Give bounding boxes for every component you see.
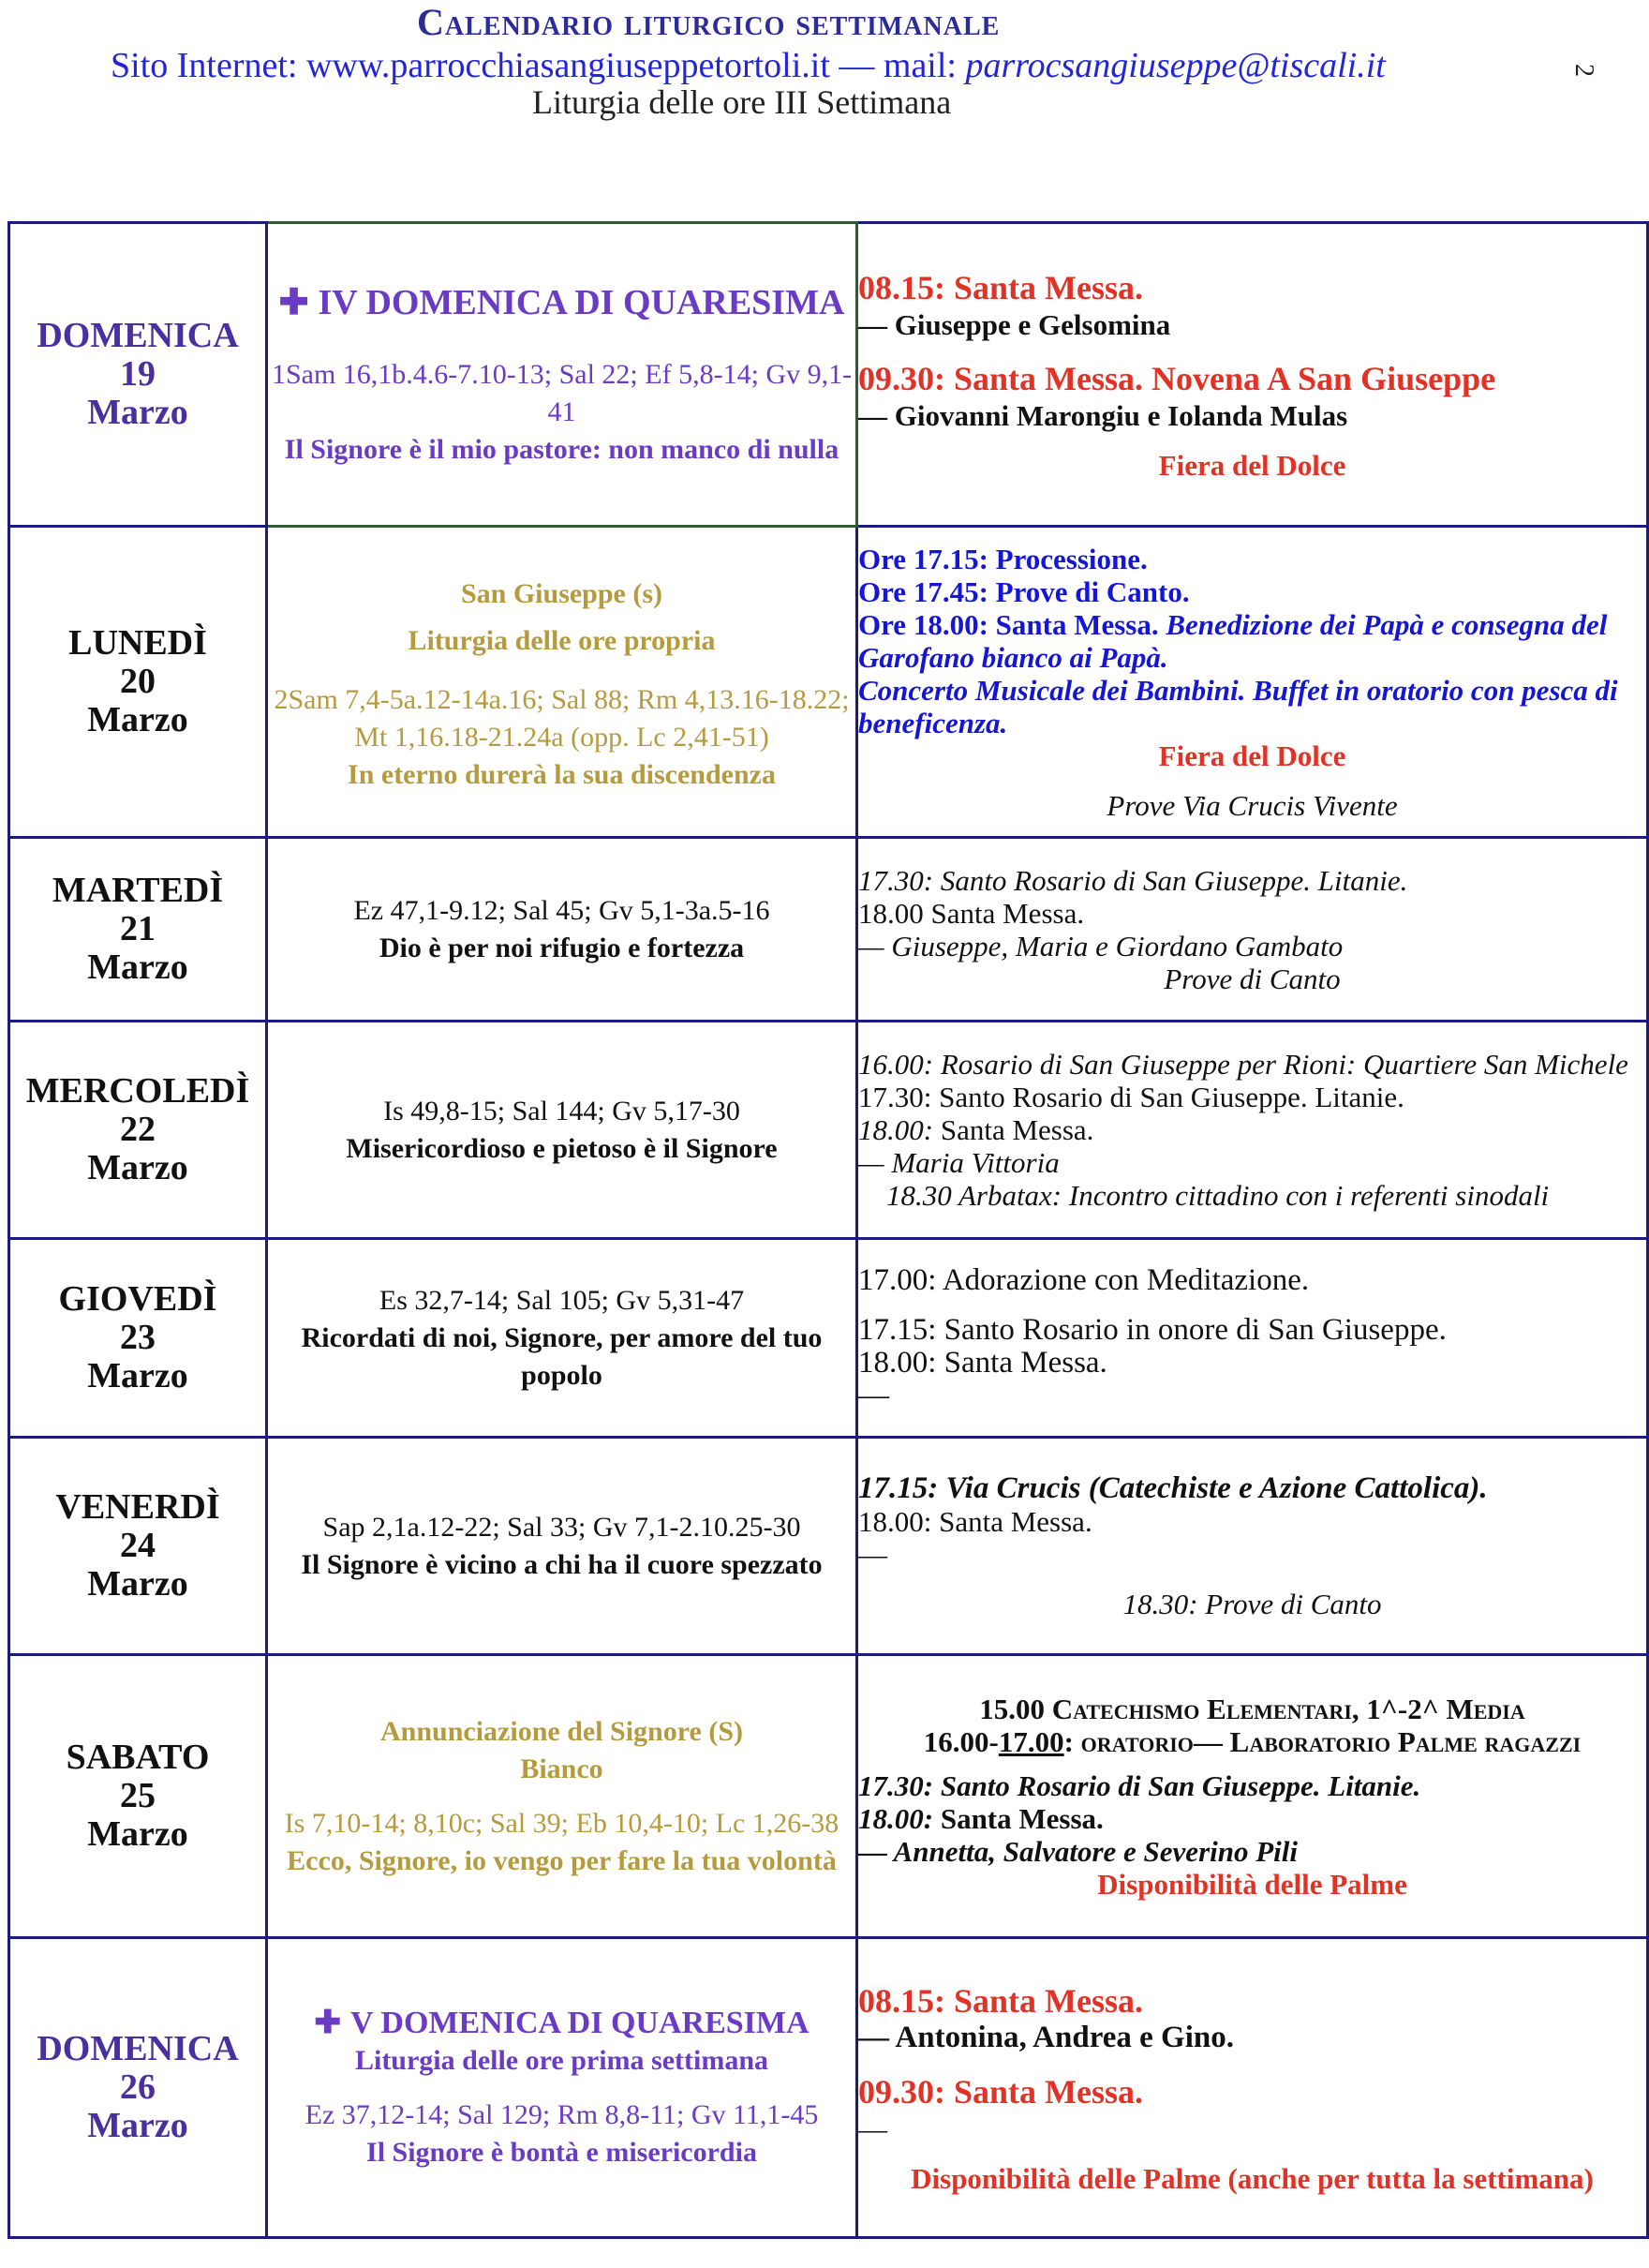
notes-cell (857, 1022, 1648, 1239)
day-cell (9, 1938, 267, 2238)
day-cell (9, 1655, 267, 1938)
day-month: Marzo (87, 947, 188, 987)
liturgy-psalm: Il Signore è vicino a chi ha il cuore spezzato (301, 1548, 823, 1580)
liturgy-psalm: Il Signore è bontà e misericordia (366, 2136, 757, 2168)
note-line: — Annetta, Salvatore e Severino Pili (858, 1834, 1299, 1868)
liturgy-readings: Is 49,8-15; Sal 144; Gv 5,17-30 (383, 1095, 740, 1127)
note-line: 08.15: Santa Messa. (858, 269, 1143, 306)
day-cell (9, 527, 267, 838)
site-url-text[interactable]: Sito Internet: www.parrocchiasangiuseppetortoli.it — mail: (111, 46, 966, 85)
day-cell (9, 1438, 267, 1655)
note-line: Disponibilità delle Palme (anche per tutta la settimana) (911, 2162, 1594, 2195)
notes-cell (857, 1938, 1648, 2238)
liturgy-psalm: In eterno durerà la sua discendenza (348, 758, 776, 790)
notes-cell (857, 1438, 1648, 1655)
note-line: 15.00 Catechismo Elementari, 1^-2^ Media (979, 1692, 1525, 1725)
note-line: 16.00: Rosario di San Giuseppe per Rioni: Quartiere San Michele (858, 1048, 1628, 1081)
day-number: 26 (120, 2067, 156, 2107)
day-name: DOMENICA (37, 316, 239, 355)
liturgy-cell (267, 223, 857, 527)
day-month: Marzo (87, 2106, 188, 2145)
liturgy-cell (267, 838, 857, 1022)
liturgy-readings: 2Sam 7,4-5a.12-14a.16; Sal 88; Rm 4,13.16-18.22; Mt 1,16.18-21.24a (opp. Lc 2,41-51) (274, 683, 850, 753)
page-title: Calendario liturgico settimanale (417, 1, 1001, 43)
day-number: 24 (120, 1526, 156, 1565)
liturgy-psalm: Ricordati di noi, Signore, per amore del tuo popolo (301, 1321, 823, 1391)
liturgy-cell (267, 527, 857, 838)
day-cell (9, 1022, 267, 1239)
liturgy-readings: Ez 47,1-9.12; Sal 45; Gv 5,1-3a.5-16 (353, 894, 770, 926)
day-cell (9, 1239, 267, 1438)
note-line: 17.15: Santo Rosario in onore di San Giuseppe. (858, 1312, 1447, 1347)
note-line: 18.00: Santa Messa. (858, 1504, 1092, 1538)
table-row (9, 838, 1648, 1022)
table-row (9, 1022, 1648, 1239)
note-line: — Giuseppe e Gelsomina (858, 308, 1171, 341)
liturgy-readings: Ez 37,12-14; Sal 129; Rm 8,8-11; Gv 11,1-45 (305, 2098, 819, 2130)
liturgy-psalm: Misericordioso e pietoso è il Signore (346, 1132, 778, 1164)
note-line: 17.00: Adorazione con Meditazione. (858, 1262, 1310, 1297)
table-row (9, 1938, 1648, 2238)
note-line: 18.30: Prove di Canto (1122, 1587, 1382, 1620)
liturgy-cell (267, 1239, 857, 1438)
note-line: — (858, 2112, 887, 2145)
liturgy-readings: Is 7,10-14; 8,10c; Sal 39; Eb 10,4-10; Lc 1,26-38 (284, 1807, 839, 1839)
notes-cell (857, 838, 1648, 1022)
cross-icon: ✚ (314, 2005, 341, 2040)
note-line: 09.30: Santa Messa. (858, 2073, 1143, 2111)
day-month: Marzo (87, 700, 188, 739)
day-cell (9, 838, 267, 1022)
note-line: Prove di Canto (1164, 962, 1341, 995)
note-line: 18.00: Santa Messa. (858, 1345, 1107, 1380)
liturgy-cell (267, 1938, 857, 2238)
note-line: Prove Via Crucis Vivente (1107, 788, 1398, 822)
day-month: Marzo (87, 393, 188, 432)
page-subtitle: Liturgia delle ore III Settimana (532, 83, 952, 121)
liturgy-title: ✚ V DOMENICA DI QUARESIMA (314, 2005, 810, 2040)
table-row (9, 223, 1648, 527)
day-name: VENERDÌ (55, 1487, 220, 1527)
liturgy-readings: 1Sam 16,1b.4.6-7.10-13; Sal 22; Ef 5,8-14; Gv 9,1-41 (271, 358, 853, 427)
day-number: 19 (120, 354, 156, 394)
liturgy-subtitle: Bianco (520, 1753, 603, 1784)
day-month: Marzo (87, 1814, 188, 1854)
day-name: MARTEDÌ (52, 871, 224, 910)
note-line: Ore 17.45: Prove di Canto. (858, 574, 1190, 608)
day-month: Marzo (87, 1148, 188, 1187)
notes-cell (857, 1655, 1648, 1938)
liturgy-cell (267, 1438, 857, 1655)
day-name: GIOVEDÌ (58, 1279, 217, 1319)
notes-cell (857, 223, 1648, 527)
note-line: — (858, 1378, 889, 1412)
note-line: 18.00: Santa Messa. (858, 1113, 1094, 1146)
day-name: DOMENICA (37, 2029, 239, 2068)
liturgy-psalm: Il Signore è il mio pastore: non manco di nulla (284, 433, 839, 465)
note-line: Fiera del Dolce (1158, 449, 1346, 482)
liturgy-psalm: Ecco, Signore, io vengo per fare la tua volontà (287, 1844, 837, 1876)
note-line: — Giovanni Marongiu e Iolanda Mulas (858, 399, 1348, 432)
note-line: 18.30 Arbatax: Incontro cittadino con i referenti sinodali (886, 1179, 1550, 1212)
table-row (9, 1655, 1648, 1938)
note-line: 09.30: Santa Messa. Novena A San Giuseppe (858, 360, 1496, 397)
table-row (9, 1239, 1648, 1438)
liturgy-readings: Sap 2,1a.12-22; Sal 33; Gv 7,1-2.10.25-30 (322, 1511, 801, 1543)
note-line: 17.30: Santo Rosario di San Giuseppe. Litanie. (858, 1081, 1404, 1113)
note-line: 16.00-17.00: oratorio— Laboratorio Palme ragazzi (923, 1724, 1582, 1758)
liturgy-subtitle: Liturgia delle ore propria (408, 624, 716, 656)
note-line: Disponibilità delle Palme (1097, 1867, 1407, 1901)
day-month: Marzo (87, 1356, 188, 1395)
notes-cell (857, 1239, 1648, 1438)
note-line: — (858, 1537, 887, 1571)
day-number: 20 (120, 662, 156, 701)
calendar-table (7, 221, 1649, 2239)
site-email[interactable]: parrocsangiuseppe@tiscali.it (965, 46, 1386, 85)
cross-icon: ✚ (278, 282, 309, 322)
table-row (9, 1438, 1648, 1655)
note-line: 08.15: Santa Messa. (858, 1982, 1143, 2020)
note-line: Ore 17.15: Processione. (858, 542, 1148, 575)
note-line: Ore 18.00: Santa Messa. Benedizione dei Papà e consegna del Garofano bianco ai Papà. (858, 607, 1608, 674)
page-number: 2 (1569, 64, 1598, 77)
liturgy-title: ✚ IV DOMENICA DI QUARESIMA (278, 282, 845, 322)
notes-cell (857, 527, 1648, 838)
note-line: 17.30: Santo Rosario di San Giuseppe. Litanie. (858, 863, 1408, 897)
note-line: — Maria Vittoria (858, 1146, 1060, 1179)
note-line: Fiera del Dolce (1158, 739, 1346, 772)
liturgy-psalm: Dio è per noi rifugio e fortezza (379, 932, 745, 963)
liturgy-subtitle: Liturgia delle ore prima settimana (354, 2044, 769, 2076)
day-number: 25 (120, 1776, 156, 1815)
liturgy-readings: Es 32,7-14; Sal 105; Gv 5,31-47 (379, 1284, 745, 1316)
note-line: 18.00: Santa Messa. (858, 1801, 1104, 1835)
day-month: Marzo (87, 1564, 188, 1604)
liturgy-title: Annunciazione del Signore (S) (380, 1715, 743, 1747)
note-line: — Antonina, Andrea e Gino. (858, 2021, 1234, 2054)
note-line: 17.30: Santo Rosario di San Giuseppe. Litanie. (858, 1768, 1421, 1802)
note-line: Concerto Musicale dei Bambini. Buffet in oratorio con pesca di beneficenza. (858, 673, 1618, 739)
liturgy-title: San Giuseppe (s) (460, 577, 663, 609)
day-cell (9, 223, 267, 527)
table-row (9, 527, 1648, 838)
day-name: LUNEDÌ (68, 623, 207, 663)
note-line: 17.15: Via Crucis (Catechiste e Azione Cattolica). (858, 1470, 1488, 1505)
day-name: MERCOLEDÌ (25, 1071, 250, 1111)
site-info (111, 45, 1386, 86)
note-line: — Giuseppe, Maria e Giordano Gambato (858, 929, 1344, 962)
day-number: 22 (120, 1110, 156, 1149)
note-line: 18.00 Santa Messa. (858, 896, 1085, 930)
liturgy-cell (267, 1022, 857, 1239)
day-name: SABATO (66, 1738, 210, 1777)
day-number: 21 (120, 909, 156, 948)
day-number: 23 (120, 1318, 156, 1357)
liturgy-cell (267, 1655, 857, 1938)
